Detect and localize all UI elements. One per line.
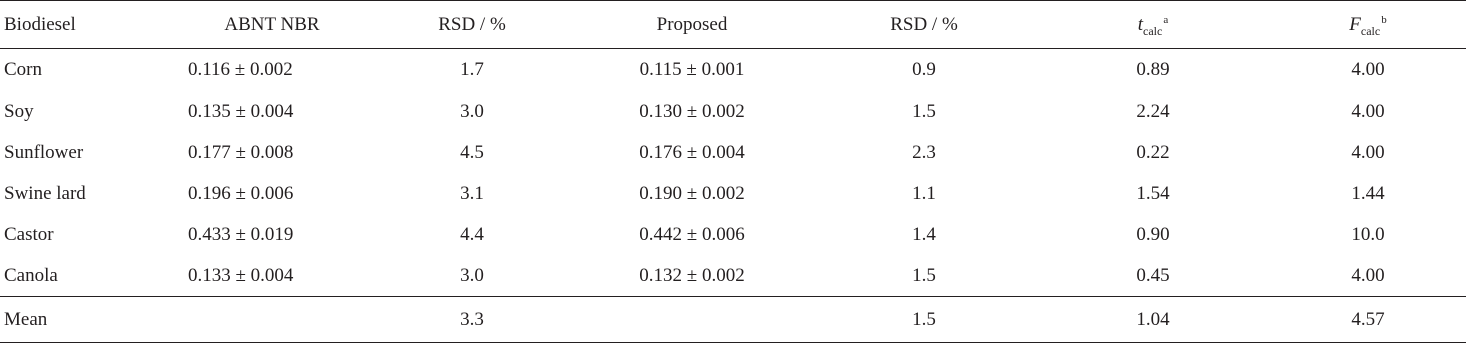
mean-rsd-abnt: 3.3 bbox=[372, 297, 572, 343]
header-row bbox=[0, 1, 1466, 49]
cell-proposed: 0.132 ± 0.002 bbox=[639, 264, 745, 286]
mean-row bbox=[0, 297, 1466, 343]
f-subscript: calc bbox=[1360, 23, 1381, 38]
cell-t-calc: 0.22 bbox=[1136, 141, 1170, 163]
cell-t-calc: 0.89 bbox=[1136, 59, 1170, 80]
cell-rsd-proposed: 1.4 bbox=[912, 223, 936, 245]
cell-f-calc: 4.00 bbox=[1351, 141, 1385, 163]
header-proposed: Proposed bbox=[572, 1, 812, 49]
cell-rsd-abnt: 4.4 bbox=[460, 223, 484, 245]
t-footnote-mark: a bbox=[1163, 13, 1169, 26]
cell-proposed: 0.115 ± 0.001 bbox=[639, 59, 745, 80]
mean-t-calc: 1.04 bbox=[1036, 297, 1270, 343]
header-f-calc bbox=[1270, 1, 1466, 49]
mean-f-calc: 4.57 bbox=[1270, 297, 1466, 343]
cell-rsd-abnt: 3.1 bbox=[460, 182, 484, 204]
cell-f-calc: 4.00 bbox=[1351, 59, 1385, 80]
cell-abnt: 0.135 ± 0.004 bbox=[188, 100, 294, 122]
table-row bbox=[0, 173, 1466, 214]
cell-proposed: 0.176 ± 0.004 bbox=[639, 141, 745, 163]
t-symbol: t bbox=[1137, 13, 1144, 35]
header-rsd-proposed: RSD / % bbox=[812, 1, 1036, 49]
cell-abnt: 0.196 ± 0.006 bbox=[188, 182, 294, 204]
cell-f-calc: 4.00 bbox=[1351, 100, 1385, 122]
cell-abnt: 0.133 ± 0.004 bbox=[188, 264, 294, 286]
cell-biodiesel: Corn bbox=[4, 59, 42, 80]
cell-rsd-proposed: 0.9 bbox=[912, 59, 936, 80]
cell-biodiesel: Castor bbox=[4, 223, 54, 245]
cell-biodiesel: Sunflower bbox=[4, 141, 84, 163]
cell-t-calc: 1.54 bbox=[1136, 182, 1170, 204]
cell-abnt: 0.177 ± 0.008 bbox=[188, 141, 294, 163]
table-row bbox=[0, 49, 1466, 92]
f-symbol: F bbox=[1349, 13, 1361, 35]
cell-rsd-abnt: 1.7 bbox=[460, 59, 484, 80]
header-rsd-abnt: RSD / % bbox=[372, 1, 572, 49]
cell-proposed: 0.442 ± 0.006 bbox=[639, 223, 745, 245]
cell-rsd-proposed: 1.5 bbox=[912, 100, 936, 122]
cell-biodiesel: Soy bbox=[4, 100, 34, 122]
t-subscript: calc bbox=[1143, 23, 1163, 38]
f-footnote-mark: b bbox=[1381, 13, 1387, 26]
cell-rsd-abnt: 3.0 bbox=[460, 100, 484, 122]
table-row bbox=[0, 255, 1466, 297]
mean-label: Mean bbox=[0, 297, 172, 343]
cell-f-calc: 4.00 bbox=[1351, 264, 1385, 286]
cell-rsd-proposed: 1.5 bbox=[912, 264, 936, 286]
header-abnt-nbr: ABNT NBR bbox=[172, 1, 372, 49]
cell-abnt: 0.433 ± 0.019 bbox=[188, 223, 294, 245]
cell-t-calc: 0.90 bbox=[1136, 223, 1170, 245]
cell-biodiesel: Canola bbox=[4, 264, 58, 286]
mean-abnt bbox=[172, 297, 372, 343]
cell-proposed: 0.190 ± 0.002 bbox=[639, 182, 745, 204]
cell-abnt: 0.116 ± 0.002 bbox=[188, 59, 293, 80]
cell-biodiesel: Swine lard bbox=[4, 182, 86, 204]
table-row bbox=[0, 132, 1466, 173]
cell-f-calc: 1.44 bbox=[1351, 182, 1385, 204]
header-t-calc bbox=[1036, 1, 1270, 49]
cell-rsd-proposed: 1.1 bbox=[912, 182, 936, 204]
cell-f-calc: 10.0 bbox=[1351, 223, 1385, 245]
cell-rsd-proposed: 2.3 bbox=[912, 141, 936, 163]
cell-rsd-abnt: 3.0 bbox=[460, 264, 484, 286]
cell-rsd-abnt: 4.5 bbox=[460, 141, 484, 163]
cell-t-calc: 2.24 bbox=[1136, 100, 1170, 122]
mean-proposed bbox=[572, 297, 812, 343]
mean-rsd-proposed: 1.5 bbox=[812, 297, 1036, 343]
header-biodiesel: Biodiesel bbox=[0, 1, 172, 49]
table-row bbox=[0, 214, 1466, 255]
table-row bbox=[0, 91, 1466, 132]
cell-t-calc: 0.45 bbox=[1136, 264, 1170, 286]
cell-proposed: 0.130 ± 0.002 bbox=[639, 100, 745, 122]
